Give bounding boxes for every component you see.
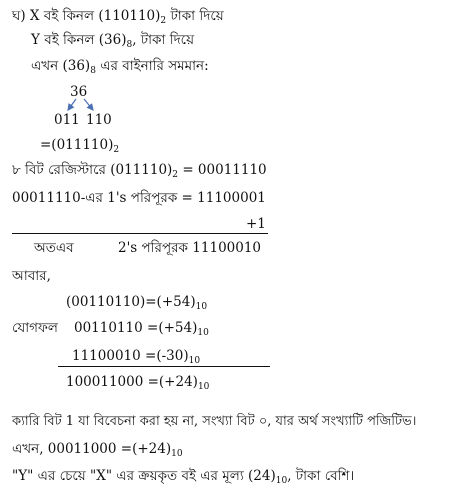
now-line: এখন, $00011000 =(+24)_{10}$ xyxy=(12,441,183,459)
arrow-left xyxy=(68,99,76,110)
divider-2 xyxy=(58,366,270,367)
binary-result: $=(011110)_2$ xyxy=(40,137,120,155)
carry-note: ক্যারি বিট 1 যা বিবেচনা করা হয় না, সংখ্যা বিট ০, যার অর্থ সংখ্যাটি পজিটিভ। xyxy=(12,414,417,429)
split-part-right: 110 xyxy=(86,112,112,128)
again-label: আবার, xyxy=(12,268,51,284)
sum-result: $100011000 =(+24)_{10}$ xyxy=(66,374,210,392)
divider-1 xyxy=(12,233,268,234)
sum-label: যোগফল xyxy=(12,320,58,336)
sum-operand-1: $(00110110)=(+54)_{10}$ xyxy=(66,294,208,312)
line-y-purchase: Y বই কিনল $(36)_8$, টাকা দিয়ে xyxy=(31,32,195,50)
split-number: 36 xyxy=(70,84,88,100)
plus-one: +1 xyxy=(246,216,266,232)
sum-operand-2: $00110110 =(+54)_{10}$ xyxy=(74,320,209,338)
sum-operand-3: $11100010 =(-30)_{10}$ xyxy=(72,348,201,366)
line-binary-equivalent: এখন $(36)_8$ এর বাইনারি সমমান: xyxy=(31,58,209,76)
ones-complement-line: 00011110-এর 1's পরিপূরক = 11100001 xyxy=(12,190,266,206)
split-part-left: 011 xyxy=(54,112,80,128)
twos-complement-line: 2's পরিপূরক 11100010 xyxy=(118,240,262,256)
line-x-purchase: ঘ) X বই কিনল $(110110)_2$ টাকা দিয়ে xyxy=(12,8,224,26)
arrow-right xyxy=(84,99,93,110)
therefore-label: অতএব xyxy=(34,240,74,256)
register-line: ৮ বিট রেজিস্টারে $(011110)_2 = 00011110$ xyxy=(12,162,267,180)
final-conclusion: "Y" এর চেয়ে "X" এর ক্রয়কৃত বই এর মূল্য $(24)_{10}$, টাকা বেশি। xyxy=(12,468,355,486)
